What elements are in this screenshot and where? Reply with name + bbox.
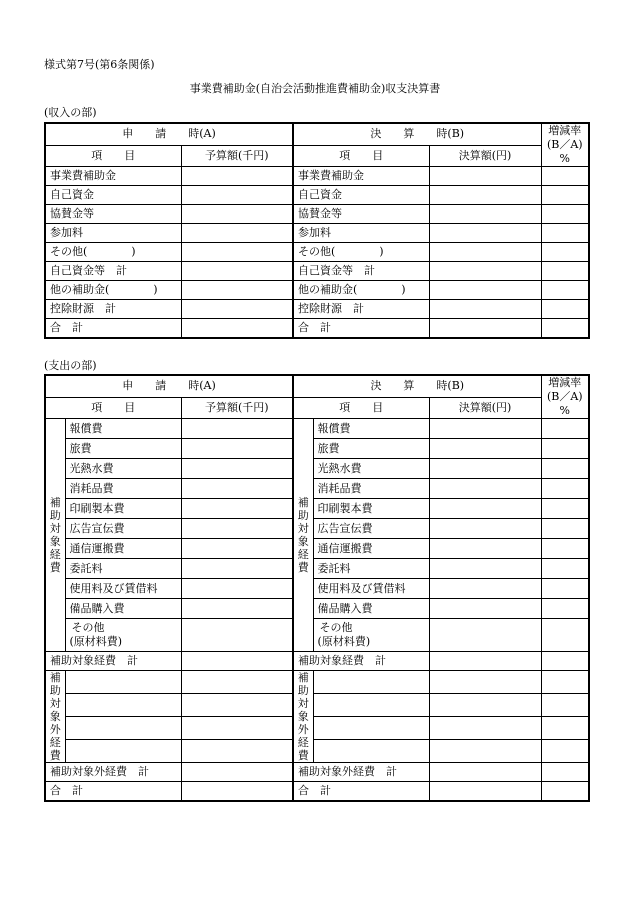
- settled-cell[interactable]: [429, 579, 541, 599]
- subsidy-group-label: 補 助 対 象 経 費: [293, 419, 313, 652]
- budget-cell[interactable]: [181, 763, 293, 782]
- rate-cell[interactable]: [541, 539, 589, 559]
- budget-header: 予算額(千円): [181, 145, 293, 166]
- expense-item-label: 備品購入費: [65, 599, 181, 619]
- budget-cell[interactable]: [181, 186, 293, 205]
- rate-cell[interactable]: [541, 205, 589, 224]
- subsidy-total-row: [45, 652, 589, 671]
- expense-item-label: 使用料及び賃借料: [313, 579, 429, 599]
- income-item-label: 控除財源 計: [293, 300, 429, 319]
- settled-cell[interactable]: [429, 740, 541, 763]
- settled-cell[interactable]: [429, 419, 541, 439]
- rate-cell[interactable]: [541, 262, 589, 281]
- budget-cell[interactable]: [181, 205, 293, 224]
- income-item-label: 協賛金等: [45, 205, 181, 224]
- budget-header: 予算額(千円): [181, 397, 293, 418]
- document-title: 事業費補助金(自治会活動推進費補助金)収支決算書: [189, 82, 441, 95]
- budget-cell[interactable]: [181, 740, 293, 763]
- item-header: 項 目: [293, 145, 429, 166]
- expense-item-label: 旅費: [65, 439, 181, 459]
- expense-item-label: 報償費: [65, 419, 181, 439]
- budget-cell[interactable]: [181, 652, 293, 671]
- expense-item-label: 広告宣伝費: [313, 519, 429, 539]
- income-item-label: 合 計: [293, 319, 429, 339]
- expense-row: [45, 539, 589, 559]
- expense-row: [45, 519, 589, 539]
- settled-cell[interactable]: [429, 224, 541, 243]
- settled-cell[interactable]: [429, 599, 541, 619]
- rate-cell[interactable]: [541, 579, 589, 599]
- budget-cell[interactable]: [181, 717, 293, 740]
- settled-cell[interactable]: [429, 763, 541, 782]
- income-table: [44, 122, 590, 339]
- income-item-label: 協賛金等: [293, 205, 429, 224]
- expense-item-cell[interactable]: [65, 717, 181, 740]
- income-item-label: その他( ): [45, 243, 181, 262]
- income-item-label: 自己資金: [45, 186, 181, 205]
- rate-cell[interactable]: [541, 740, 589, 763]
- settled-cell[interactable]: [429, 262, 541, 281]
- budget-cell[interactable]: [181, 281, 293, 300]
- settled-cell[interactable]: [429, 652, 541, 671]
- rate-cell[interactable]: [541, 439, 589, 459]
- expense-item-label: 印刷製本費: [65, 499, 181, 519]
- settled-cell[interactable]: [429, 499, 541, 519]
- income-item-label: 控除財源 計: [45, 300, 181, 319]
- subsidy-total-row-label: 補助対象経費 計: [45, 652, 181, 671]
- rate-cell[interactable]: [541, 717, 589, 740]
- income-section-label: (収入の部): [44, 106, 97, 119]
- item-header: 項 目: [45, 397, 181, 418]
- settled-cell[interactable]: [429, 671, 541, 694]
- budget-cell[interactable]: [181, 319, 293, 339]
- income-row: [45, 243, 589, 262]
- rate-cell[interactable]: [541, 186, 589, 205]
- non-subsidy-row: [45, 671, 589, 694]
- budget-cell[interactable]: [181, 579, 293, 599]
- expense-item-label: 報償費: [313, 419, 429, 439]
- expense-row: [45, 439, 589, 459]
- non-subsidy-row: [45, 717, 589, 740]
- income-row: [45, 205, 589, 224]
- expense-item-label: 委託料: [65, 559, 181, 579]
- income-row: [45, 167, 589, 186]
- budget-cell[interactable]: [181, 479, 293, 499]
- budget-cell[interactable]: [181, 499, 293, 519]
- expense-item-cell[interactable]: [313, 740, 429, 763]
- expense-item-label: 通信運搬費: [313, 539, 429, 559]
- expense-item-label: 消耗品費: [313, 479, 429, 499]
- expense-row: [45, 579, 589, 599]
- settled-cell[interactable]: [429, 243, 541, 262]
- expense-section-label: (支出の部): [44, 359, 97, 372]
- expense-item-label: 委託料: [313, 559, 429, 579]
- rate-cell[interactable]: [541, 519, 589, 539]
- non-subsidy-row: [45, 694, 589, 717]
- budget-cell[interactable]: [181, 459, 293, 479]
- settled-cell[interactable]: [429, 694, 541, 717]
- expense-item-cell[interactable]: [313, 717, 429, 740]
- rate-cell[interactable]: [541, 619, 589, 652]
- expense-item-label: 使用料及び賃借料: [65, 579, 181, 599]
- rate-cell[interactable]: [541, 782, 589, 802]
- expense-item-label: 光熱水費: [65, 459, 181, 479]
- non-subsidy-group-label: 補 助 対 象 外 経 費: [45, 671, 65, 763]
- settlement-header: 決 算 時(B): [293, 375, 541, 397]
- rate-header: 増減率 (B／A) %: [541, 123, 589, 167]
- budget-cell[interactable]: [181, 559, 293, 579]
- expense-item-cell[interactable]: [65, 671, 181, 694]
- expense-item-label: 光熱水費: [313, 459, 429, 479]
- expense-row: [45, 599, 589, 619]
- settled-cell[interactable]: [429, 717, 541, 740]
- form-number: 様式第7号(第6条関係): [44, 58, 155, 71]
- application-header: 申 請 時(A): [45, 375, 293, 397]
- rate-cell[interactable]: [541, 671, 589, 694]
- non-subsidy-total-row: [45, 763, 589, 782]
- budget-cell[interactable]: [181, 419, 293, 439]
- expense-row: [45, 559, 589, 579]
- rate-cell[interactable]: [541, 319, 589, 339]
- income-item-label: 自己資金等 計: [293, 262, 429, 281]
- income-item-label: 他の補助金( ): [45, 281, 181, 300]
- settled-cell[interactable]: [429, 186, 541, 205]
- expense-item-label: その他 (原材料費): [313, 619, 429, 652]
- settled-cell[interactable]: [429, 459, 541, 479]
- income-item-label: 事業費補助金: [293, 167, 429, 186]
- rate-cell[interactable]: [541, 243, 589, 262]
- rate-cell[interactable]: [541, 167, 589, 186]
- budget-cell[interactable]: [181, 694, 293, 717]
- settled-cell[interactable]: [429, 319, 541, 339]
- budget-cell[interactable]: [181, 439, 293, 459]
- settled-header: 決算額(円): [429, 397, 541, 418]
- settlement-header: 決 算 時(B): [293, 123, 541, 145]
- expense-item-label: 旅費: [313, 439, 429, 459]
- settled-cell[interactable]: [429, 519, 541, 539]
- budget-cell[interactable]: [181, 243, 293, 262]
- budget-cell[interactable]: [181, 782, 293, 802]
- expense-row: [45, 479, 589, 499]
- rate-cell[interactable]: [541, 479, 589, 499]
- income-row: [45, 186, 589, 205]
- income-item-label: その他( ): [293, 243, 429, 262]
- expense-row: [45, 619, 589, 652]
- subsidy-total-row-label: 補助対象経費 計: [293, 652, 429, 671]
- settled-cell[interactable]: [429, 619, 541, 652]
- non-subsidy-row: [45, 740, 589, 763]
- income-item-label: 参加料: [45, 224, 181, 243]
- budget-cell[interactable]: [181, 224, 293, 243]
- income-item-label: 合 計: [45, 319, 181, 339]
- rate-cell[interactable]: [541, 300, 589, 319]
- expense-table: [44, 374, 590, 802]
- application-header: 申 請 時(A): [45, 123, 293, 145]
- budget-cell[interactable]: [181, 300, 293, 319]
- grand-total-row: [45, 782, 589, 802]
- income-item-label: 事業費補助金: [45, 167, 181, 186]
- expense-item-label: その他 (原材料費): [65, 619, 181, 652]
- income-row: [45, 224, 589, 243]
- income-item-label: 他の補助金( ): [293, 281, 429, 300]
- non-subsidy-total-row-label: 補助対象外経費 計: [293, 763, 429, 782]
- expense-row: [45, 459, 589, 479]
- grand-total-row-label: 合 計: [293, 782, 429, 802]
- rate-cell[interactable]: [541, 652, 589, 671]
- income-row: [45, 281, 589, 300]
- expense-item-label: 広告宣伝費: [65, 519, 181, 539]
- grand-total-row-label: 合 計: [45, 782, 181, 802]
- settled-cell[interactable]: [429, 559, 541, 579]
- settled-cell[interactable]: [429, 539, 541, 559]
- income-row: [45, 319, 589, 339]
- settled-cell[interactable]: [429, 479, 541, 499]
- settled-cell[interactable]: [429, 782, 541, 802]
- non-subsidy-group-label: 補 助 対 象 外 経 費: [293, 671, 313, 763]
- expense-row: [45, 419, 589, 439]
- budget-cell[interactable]: [181, 539, 293, 559]
- expense-item-label: 通信運搬費: [65, 539, 181, 559]
- expense-item-cell[interactable]: [65, 740, 181, 763]
- budget-cell[interactable]: [181, 167, 293, 186]
- subsidy-group-label: 補 助 対 象 経 費: [45, 419, 65, 652]
- income-row: [45, 300, 589, 319]
- rate-cell[interactable]: [541, 763, 589, 782]
- rate-cell[interactable]: [541, 499, 589, 519]
- rate-cell[interactable]: [541, 559, 589, 579]
- expense-item-cell[interactable]: [313, 671, 429, 694]
- rate-cell[interactable]: [541, 281, 589, 300]
- settled-cell[interactable]: [429, 205, 541, 224]
- settled-cell[interactable]: [429, 167, 541, 186]
- budget-cell[interactable]: [181, 619, 293, 652]
- income-row: [45, 262, 589, 281]
- settled-cell[interactable]: [429, 281, 541, 300]
- income-item-label: 参加料: [293, 224, 429, 243]
- item-header: 項 目: [293, 397, 429, 418]
- income-item-label: 自己資金等 計: [45, 262, 181, 281]
- settled-header: 決算額(円): [429, 145, 541, 166]
- settled-cell[interactable]: [429, 439, 541, 459]
- expense-item-label: 備品購入費: [313, 599, 429, 619]
- expense-item-cell[interactable]: [313, 694, 429, 717]
- expense-item-label: 消耗品費: [65, 479, 181, 499]
- non-subsidy-total-row-label: 補助対象外経費 計: [45, 763, 181, 782]
- settled-cell[interactable]: [429, 300, 541, 319]
- expense-item-cell[interactable]: [65, 694, 181, 717]
- budget-cell[interactable]: [181, 599, 293, 619]
- income-item-label: 自己資金: [293, 186, 429, 205]
- rate-cell[interactable]: [541, 694, 589, 717]
- item-header: 項 目: [45, 145, 181, 166]
- expense-item-label: 印刷製本費: [313, 499, 429, 519]
- rate-cell[interactable]: [541, 419, 589, 439]
- rate-cell[interactable]: [541, 599, 589, 619]
- expense-row: [45, 499, 589, 519]
- rate-header: 増減率 (B／A) %: [541, 375, 589, 419]
- rate-cell[interactable]: [541, 224, 589, 243]
- budget-cell[interactable]: [181, 671, 293, 694]
- budget-cell[interactable]: [181, 519, 293, 539]
- budget-cell[interactable]: [181, 262, 293, 281]
- rate-cell[interactable]: [541, 459, 589, 479]
